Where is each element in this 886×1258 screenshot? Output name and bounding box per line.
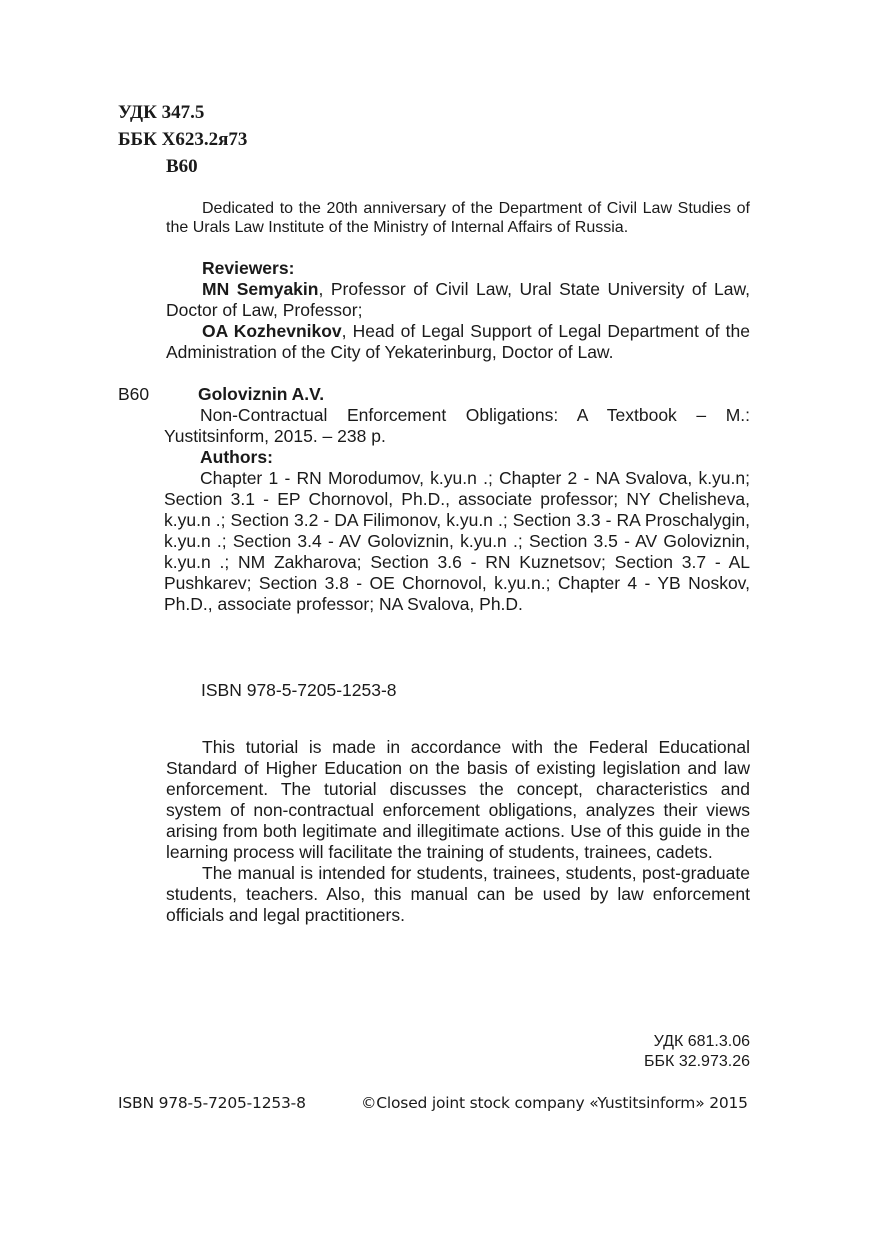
isbn-main: ISBN 978-5-7205-1253-8 (201, 680, 397, 700)
footer-isbn: ISBN 978-5-7205-1253-8 (118, 1094, 306, 1112)
dedication-text: Dedicated to the 20th anniversary of the Department of Civil Law Studies of the Urals Law Institute of the Ministry of Internal Affairs of Russia. (166, 200, 750, 236)
entry-body (164, 405, 750, 615)
reviewer-1-desc: , Professor of Civil Law, Ural State University of Law, Doctor of Law, Professor; (166, 279, 750, 320)
author-mark: В60 (166, 156, 198, 177)
bbk-code: ББК Х623.2я73 (118, 129, 248, 150)
entry-author: Goloviznin A.V. (198, 384, 325, 404)
abstract (166, 737, 750, 926)
reviewer-2-desc: , Head of Legal Support of Legal Department of the Administration of the City of Yekaterinburg, Doctor of Law. (166, 321, 750, 362)
udk-code: УДК 347.5 (118, 102, 205, 123)
reviewer-2 (166, 321, 750, 363)
footer-udk: УДК 681.3.06 (653, 1033, 750, 1050)
footer-bbk: ББК 32.973.26 (644, 1053, 750, 1070)
abstract-paragraph-1: This tutorial is made in accordance with the Federal Educational Standard of Higher Education on the basis of existing legislation and law enforcement. The tutorial discusses the concept, characteristics and system of non-contractual enforcement obligations, analyzes their views arising from both legitimate and illegitimate actions. Use of this guide in the learning process will facilitate the training of students, trainees, cadets. (166, 737, 750, 862)
dedication (166, 199, 750, 237)
entry-code: B60 (118, 384, 150, 404)
reviewers-section (166, 258, 750, 363)
entry-citation: Non-Contractual Enforcement Obligations: A Textbook – M.: Yustitsinform, 2015. – 238 p. (164, 405, 750, 446)
reviewers-heading: Reviewers: (202, 258, 295, 278)
authors-heading: Authors: (200, 447, 273, 467)
copyright: ©Closed joint stock company «Yustitsinform» 2015 (361, 1094, 748, 1112)
reviewer-1 (166, 279, 750, 321)
authors-text: Chapter 1 - RN Morodumov, k.yu.n .; Chapter 2 - NA Svalova, k.yu.n; Section 3.1 - EP Chornovol, Ph.D., associate professor; NY Chelisheva, k.yu.n .; Section 3.2 - DA Filimonov, k.yu.n .; Section 3.3 - RA Proschalygin, k.yu.n .; Section 3.4 - AV Goloviznin, k.yu.n .; Section 3.5 - AV Goloviznin, k.yu.n .; NM Zakharova; Section 3.6 - RN Kuznetsov; Section 3.7 - AL Pushkarev; Section 3.8 - OE Chornovol, k.yu.n.; Chapter 4 - YB Noskov, Ph.D., associate professor; NA Svalova, Ph.D. (164, 468, 750, 614)
reviewer-1-name: MN Semyakin (202, 279, 319, 299)
reviewer-2-name: OA Kozhevnikov (202, 321, 342, 341)
abstract-paragraph-2: The manual is intended for students, trainees, students, post-graduate students, teachers. Also, this manual can be used by law enforcement officials and legal practitioners. (166, 863, 750, 925)
